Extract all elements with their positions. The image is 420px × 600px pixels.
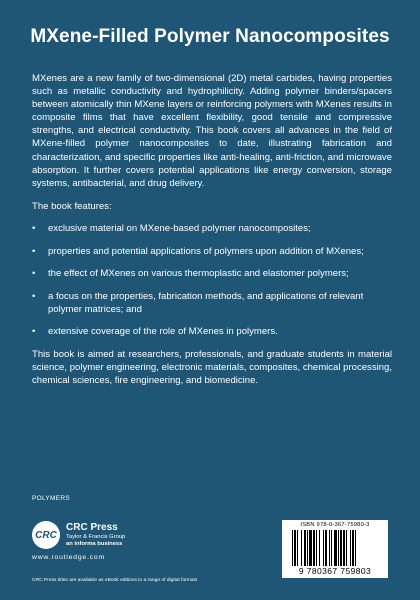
intro-paragraph: MXenes are a new family of two-dimensional (2D) metal carbides, having properties such as metallic conductivity and hydrophilicity. Adding polymer binders/spacers between atomically thin MXene layers or reinforcing polymers with MXenes results in composite films that have excellent flexibility, good tensile and compressive strengths, and electrical conductivity. This book covers all advances in the field of MXene-filled polymer nanocomposites to date, illustrating fabrication and characterization, and specific properties like anti-healing, anti-friction, and microwave absorption. It further covers potential applications like energy conversion, storage systems, antibacterial, and drug delivery. (32, 73, 392, 189)
isbn-number: ISBN 978-0-367-75980-3 (300, 522, 370, 528)
publisher-block (32, 521, 232, 571)
book-title: MXene-Filled Polymer Nanocomposites (30, 26, 390, 47)
publisher-group: Taylor & Francis Group (66, 534, 126, 540)
features-lead: The book features: (32, 200, 112, 212)
feature-item: • a focus on the properties, fabrication methods, and applications of relevant polymer matrices; and (32, 290, 392, 316)
crc-logo-icon: CRC (32, 521, 60, 549)
barcode-digits: 9 780367 759803 (298, 566, 372, 576)
feature-item: • exclusive material on MXene-based polymer nanocomposites; (32, 222, 392, 235)
publisher-tagline: an informa business (66, 541, 123, 547)
back-cover-text (32, 72, 392, 387)
publisher-name: CRC Press (66, 522, 118, 533)
isbn-barcode-box (282, 520, 388, 578)
features-list (32, 222, 392, 339)
feature-item: • the effect of MXenes on various thermoplastic and elastomer polymers; (32, 267, 392, 280)
feature-item: • properties and potential applications of polymers upon addition of MXenes; (32, 245, 392, 258)
audience-paragraph: This book is aimed at researchers, professionals, and graduate students in material science, polymer engineering, electronic materials, composites, chemical processing, chemical sciences, fire engineering, and biomedicine. (32, 349, 392, 387)
ebook-note: CRC Press titles are available as eBook editions in a range of digital formats (32, 578, 198, 583)
barcode-icon (292, 530, 378, 566)
publisher-url: www.routledge.com (32, 554, 105, 561)
subject-category: POLYMERS (32, 495, 71, 502)
feature-item: • extensive coverage of the role of MXenes in polymers. (32, 325, 392, 338)
